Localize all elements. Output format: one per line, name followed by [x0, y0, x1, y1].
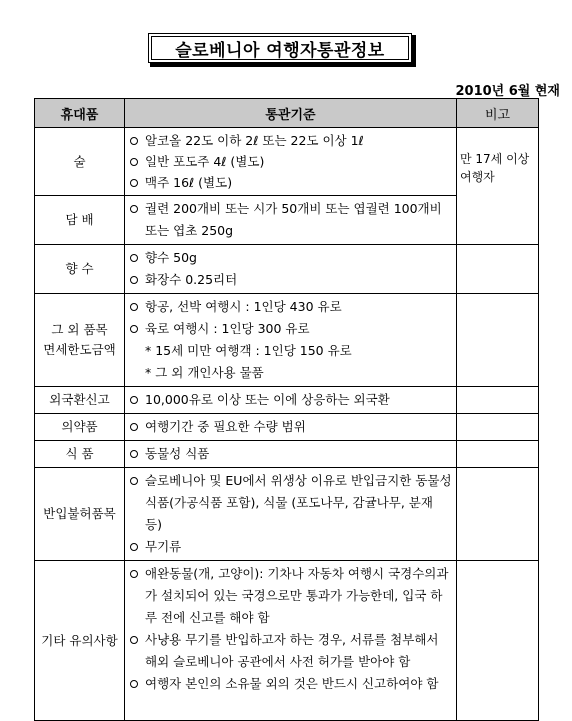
criteria-alcohol	[125, 128, 457, 196]
header-note: 비고	[457, 99, 539, 128]
note-empty	[457, 294, 539, 387]
list-item: 화장수 0.25리터	[129, 269, 452, 291]
category-alcohol: 술	[35, 128, 125, 196]
criteria-prohibited	[125, 468, 457, 561]
list-item: 일반 포도주 4ℓ (별도)	[129, 151, 452, 172]
note-empty	[457, 561, 539, 721]
category-food: 식 품	[35, 441, 125, 468]
customs-table	[34, 98, 539, 721]
header-criteria: 통관기준	[125, 99, 457, 128]
category-perfume: 향 수	[35, 245, 125, 294]
category-currency: 외국환신고	[35, 387, 125, 414]
list-item: 향수 50g	[129, 247, 452, 269]
note-empty	[457, 468, 539, 561]
table-row-currency	[35, 387, 539, 414]
criteria-medicine	[125, 414, 457, 441]
category-other-line2: 면세한도금액	[43, 342, 116, 357]
page-title	[148, 33, 412, 63]
note-empty	[457, 441, 539, 468]
table-row-alcohol	[35, 128, 539, 196]
sub-item: * 그 외 개인사용 물품	[145, 365, 264, 380]
criteria-food	[125, 441, 457, 468]
list-item: 무기류	[129, 536, 452, 558]
table-row-medicine	[35, 414, 539, 441]
list-item: 맥주 16ℓ (별도)	[129, 172, 452, 193]
criteria-tobacco	[125, 196, 457, 245]
list-item: 궐련 200개비 또는 시가 50개비 또는 엽궐련 100개비 또는 엽초 250g	[129, 198, 452, 242]
table-header-row	[35, 99, 539, 128]
sub-item: * 15세 미만 여행객 : 1인당 150 유로	[145, 343, 352, 358]
category-prohibited: 반입불허품목	[35, 468, 125, 561]
category-medicine: 의약품	[35, 414, 125, 441]
table-row-other	[35, 294, 539, 387]
criteria-currency	[125, 387, 457, 414]
category-tobacco: 담 배	[35, 196, 125, 245]
date-label: 2010년 6월 현재	[455, 84, 560, 99]
list-item: 여행기간 중 필요한 수량 범위	[129, 416, 452, 438]
list-item: 애완동물(개, 고양이): 기차나 자동차 여행시 국경수의과가 설치되어 있는 국경으로만 통과가 가능한데, 입국 하루 전에 신고를 해야 함	[129, 563, 452, 629]
criteria-perfume	[125, 245, 457, 294]
table-row-prohibited	[35, 468, 539, 561]
note-empty	[457, 245, 539, 294]
list-item: 슬로베니아 및 EU에서 위생상 이유로 반입금지한 동물성 식품(가공식품 포함), 식물 (포도나무, 감귤나무, 분재 등)	[129, 470, 452, 536]
category-other-line1: 그 외 품목	[51, 322, 108, 337]
list-item: 육로 여행시 : 1인당 300 유로	[129, 318, 452, 340]
page-title-text: 슬로베니아 여행자통관정보	[175, 40, 385, 61]
note-alcohol: 만 17세 이상 여행자	[457, 128, 539, 245]
criteria-other	[125, 294, 457, 387]
table-row-food	[35, 441, 539, 468]
list-item: 사냥용 무기를 반입하고자 하는 경우, 서류를 첨부해서 해외 슬로베니아 공관에서 사전 허가를 받아야 함	[129, 629, 452, 673]
list-item: 10,000유로 이상 또는 이에 상응하는 외국환	[129, 389, 452, 411]
table-row-perfume	[35, 245, 539, 294]
note-empty	[457, 414, 539, 441]
list-item: 알코올 22도 이하 2ℓ 또는 22도 이상 1ℓ	[129, 130, 452, 151]
category-other	[35, 294, 125, 387]
header-category: 휴대품	[35, 99, 125, 128]
category-etc: 기타 유의사항	[35, 561, 125, 721]
list-item: 여행자 본인의 소유물 외의 것은 반드시 신고하여야 함	[129, 673, 452, 695]
list-item: 동물성 식품	[129, 443, 452, 465]
list-item: 항공, 선박 여행시 : 1인당 430 유로	[129, 296, 452, 318]
note-empty	[457, 387, 539, 414]
criteria-etc	[125, 561, 457, 721]
table-row-etc	[35, 561, 539, 721]
